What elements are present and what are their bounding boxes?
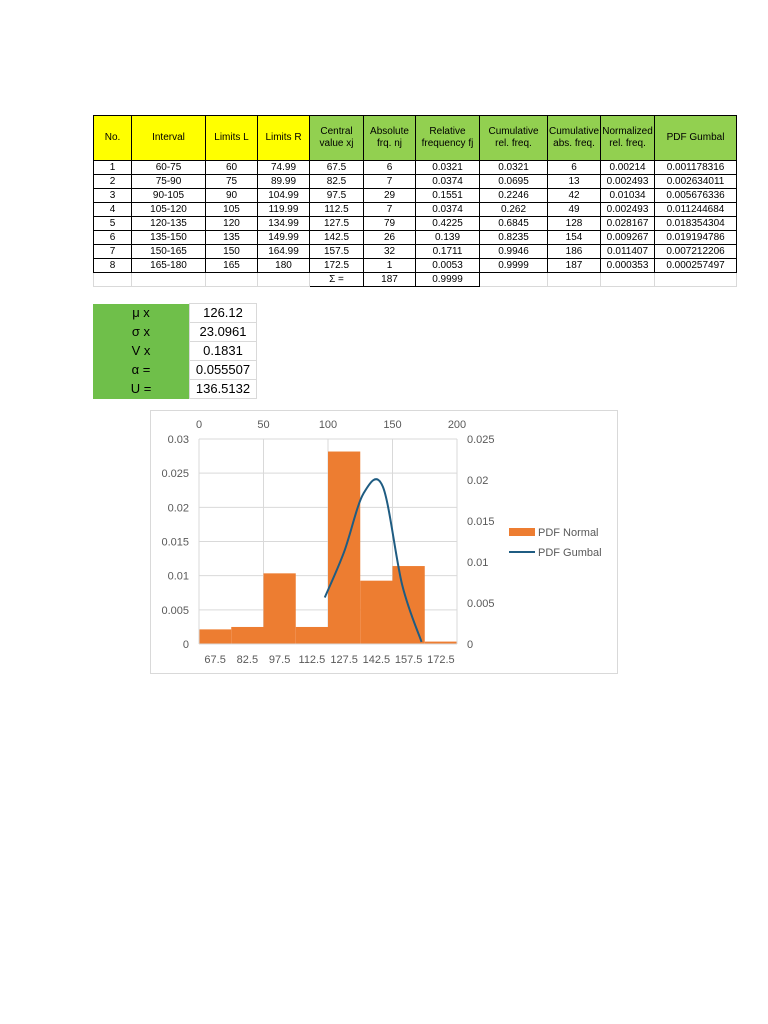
table-cell: 135-150 xyxy=(132,231,206,245)
x-category-label: 97.5 xyxy=(268,654,291,666)
table-cell: 0.011244684 xyxy=(655,203,737,217)
column-header: Limits L xyxy=(206,116,258,161)
table-cell: 0.007212206 xyxy=(655,245,737,259)
table-cell: 82.5 xyxy=(310,175,364,189)
table-row xyxy=(94,189,737,203)
table-cell: 164.99 xyxy=(258,245,310,259)
table-cell: 60-75 xyxy=(132,161,206,175)
table-cell: 0.8235 xyxy=(480,231,548,245)
stat-label: μ x xyxy=(93,304,190,323)
table-cell: 42 xyxy=(548,189,601,203)
table-cell: 6 xyxy=(548,161,601,175)
x-category-label: 112.5 xyxy=(298,654,326,666)
x-top-tick-label: 150 xyxy=(383,419,402,431)
table-cell: 0.0374 xyxy=(416,203,480,217)
table-cell: 97.5 xyxy=(310,189,364,203)
table-cell: 8 xyxy=(94,259,132,273)
table-cell: 89.99 xyxy=(258,175,310,189)
table-row xyxy=(94,231,737,245)
table-cell: 0.002493 xyxy=(601,175,655,189)
stat-value: 0.055507 xyxy=(190,361,257,380)
column-header: Cumulative rel. freq. xyxy=(480,116,548,161)
table-cell: 154 xyxy=(548,231,601,245)
bar xyxy=(360,581,392,644)
table-cell: 142.5 xyxy=(310,231,364,245)
table-cell: 0.018354304 xyxy=(655,217,737,231)
table-cell xyxy=(132,273,206,287)
legend-label-gumbal: PDF Gumbal xyxy=(538,547,602,559)
table-cell: 0.0321 xyxy=(416,161,480,175)
table-cell: 0.9999 xyxy=(480,259,548,273)
table-cell: 120 xyxy=(206,217,258,231)
stat-value: 136.5132 xyxy=(190,380,257,399)
sum-abs-total: 187 xyxy=(364,273,416,287)
x-category-label: 127.5 xyxy=(330,654,358,666)
table-cell: 0.002634011 xyxy=(655,175,737,189)
stat-label: U = xyxy=(93,380,190,399)
x-category-label: 142.5 xyxy=(362,654,391,666)
table-cell: 187 xyxy=(548,259,601,273)
stat-label: V x xyxy=(93,342,190,361)
table-cell: 7 xyxy=(364,175,416,189)
table-cell: 128 xyxy=(548,217,601,231)
table-cell: 0.005676336 xyxy=(655,189,737,203)
y-left-tick-label: 0.03 xyxy=(167,434,189,446)
table-header-row xyxy=(94,116,737,161)
stat-value: 126.12 xyxy=(190,304,257,323)
table-cell: 32 xyxy=(364,245,416,259)
table-cell: 135 xyxy=(206,231,258,245)
table-cell: 60 xyxy=(206,161,258,175)
column-header: Normalized rel. freq. xyxy=(601,116,655,161)
table-cell: 0.001178316 xyxy=(655,161,737,175)
table-cell: 75 xyxy=(206,175,258,189)
table-cell: 5 xyxy=(94,217,132,231)
y-left-tick-label: 0.005 xyxy=(161,604,189,617)
table-cell: 0.028167 xyxy=(601,217,655,231)
sum-row xyxy=(94,273,737,287)
x-category-label: 157.5 xyxy=(394,654,423,666)
table-cell xyxy=(480,273,548,287)
stat-row xyxy=(93,380,257,399)
column-header: Relative frequency fj xyxy=(416,116,480,161)
bar xyxy=(231,627,263,644)
table-cell: 0.6845 xyxy=(480,217,548,231)
table-cell: 112.5 xyxy=(310,203,364,217)
x-category-label: 172.5 xyxy=(427,654,455,666)
table-row xyxy=(94,245,737,259)
table-cell: 29 xyxy=(364,189,416,203)
y-left-tick-label: 0 xyxy=(182,639,189,651)
table-cell xyxy=(258,273,310,287)
stat-value: 23.0961 xyxy=(190,323,257,342)
table-cell: 26 xyxy=(364,231,416,245)
table-cell: 186 xyxy=(548,245,601,259)
table-cell: 6 xyxy=(364,161,416,175)
column-header: Central value xj xyxy=(310,116,364,161)
table-cell: 1 xyxy=(364,259,416,273)
sum-label: Σ = xyxy=(310,273,364,287)
table-cell xyxy=(601,273,655,287)
table-cell: 0.002493 xyxy=(601,203,655,217)
table-cell: 67.5 xyxy=(310,161,364,175)
table-body xyxy=(94,161,737,287)
table-cell: 74.99 xyxy=(258,161,310,175)
table-row xyxy=(94,217,737,231)
table-cell: 150-165 xyxy=(132,245,206,259)
table-cell: 7 xyxy=(94,245,132,259)
table-cell: 172.5 xyxy=(310,259,364,273)
table-cell: 0.011407 xyxy=(601,245,655,259)
table-row xyxy=(94,175,737,189)
stat-label: α = xyxy=(93,361,190,380)
table-cell: 0.262 xyxy=(480,203,548,217)
y-left-tick-label: 0.02 xyxy=(167,502,189,515)
table-cell: 0.000353 xyxy=(601,259,655,273)
legend-label-normal: PDF Normal xyxy=(538,527,599,539)
table-cell: 13 xyxy=(548,175,601,189)
y-right-tick-label: 0.015 xyxy=(467,516,495,528)
frequency-table xyxy=(93,115,737,287)
stat-value: 0.1831 xyxy=(190,342,257,361)
x-category-label: 67.5 xyxy=(204,654,226,666)
stat-row xyxy=(93,342,257,361)
stat-row xyxy=(93,361,257,380)
table-cell: 6 xyxy=(94,231,132,245)
table-cell xyxy=(548,273,601,287)
column-header: Cumulative abs. freq. xyxy=(548,116,601,161)
bar xyxy=(264,573,296,644)
table-cell: 0.139 xyxy=(416,231,480,245)
column-header: PDF Gumbal xyxy=(655,116,737,161)
table-cell: 90 xyxy=(206,189,258,203)
table-cell: 0.009267 xyxy=(601,231,655,245)
table-cell: 0.0321 xyxy=(480,161,548,175)
chart-container xyxy=(150,410,618,674)
table-cell: 119.99 xyxy=(258,203,310,217)
table-cell: 2 xyxy=(94,175,132,189)
x-top-tick-label: 200 xyxy=(447,419,467,431)
table-cell: 0.0374 xyxy=(416,175,480,189)
table-cell xyxy=(94,273,132,287)
table-row xyxy=(94,259,737,273)
table-cell: 127.5 xyxy=(310,217,364,231)
table-cell: 104.99 xyxy=(258,189,310,203)
table-cell: 150 xyxy=(206,245,258,259)
y-left-tick-label: 0.01 xyxy=(167,570,189,583)
table-cell xyxy=(206,273,258,287)
table-cell: 0.2246 xyxy=(480,189,548,203)
table-cell: 0.00214 xyxy=(601,161,655,175)
table-cell: 0.0695 xyxy=(480,175,548,189)
table-cell: 3 xyxy=(94,189,132,203)
table-cell: 157.5 xyxy=(310,245,364,259)
table-cell: 0.01034 xyxy=(601,189,655,203)
stat-row xyxy=(93,323,257,342)
table-cell: 0.019194786 xyxy=(655,231,737,245)
table-cell: 0.4225 xyxy=(416,217,480,231)
table-row xyxy=(94,203,737,217)
table-cell: 90-105 xyxy=(132,189,206,203)
table-row xyxy=(94,161,737,175)
table-cell: 1 xyxy=(94,161,132,175)
x-top-tick-label: 0 xyxy=(195,419,203,431)
y-right-tick-label: 0.01 xyxy=(467,557,489,569)
x-category-label: 82.5 xyxy=(236,654,259,666)
table-cell: 180 xyxy=(258,259,310,273)
table-cell xyxy=(655,273,737,287)
stat-row xyxy=(93,304,257,323)
bar xyxy=(328,452,360,644)
y-right-tick-label: 0.025 xyxy=(467,434,495,446)
column-header: Limits R xyxy=(258,116,310,161)
column-header: Absolute frq. nj xyxy=(364,116,416,161)
bar xyxy=(199,629,231,644)
table-cell: 165 xyxy=(206,259,258,273)
table-cell: 105 xyxy=(206,203,258,217)
sum-rel-total: 0.9999 xyxy=(416,273,480,287)
x-top-tick-label: 50 xyxy=(257,419,270,431)
table-cell: 0.000257497 xyxy=(655,259,737,273)
table-cell: 134.99 xyxy=(258,217,310,231)
y-left-tick-label: 0.015 xyxy=(161,536,189,549)
table-cell: 4 xyxy=(94,203,132,217)
y-right-tick-label: 0 xyxy=(467,639,474,651)
table-cell: 120-135 xyxy=(132,217,206,231)
legend-swatch-normal xyxy=(509,528,535,536)
table-cell: 0.1711 xyxy=(416,245,480,259)
table-cell: 79 xyxy=(364,217,416,231)
column-header: Interval xyxy=(132,116,206,161)
table-cell: 0.1551 xyxy=(416,189,480,203)
table-cell: 165-180 xyxy=(132,259,206,273)
table-cell: 75-90 xyxy=(132,175,206,189)
table-cell: 0.0053 xyxy=(416,259,480,273)
bar xyxy=(296,627,328,644)
table-cell: 149.99 xyxy=(258,231,310,245)
y-right-tick-label: 0.005 xyxy=(467,598,495,610)
y-right-tick-label: 0.02 xyxy=(467,475,489,487)
x-top-tick-label: 100 xyxy=(318,419,338,431)
y-left-tick-label: 0.025 xyxy=(161,468,189,481)
column-header: No. xyxy=(94,116,132,161)
stat-label: σ x xyxy=(93,323,190,342)
table-cell: 0.9946 xyxy=(480,245,548,259)
table-cell: 105-120 xyxy=(132,203,206,217)
stats-table xyxy=(93,303,257,399)
table-cell: 7 xyxy=(364,203,416,217)
table-cell: 49 xyxy=(548,203,601,217)
pdf-chart xyxy=(151,411,617,673)
